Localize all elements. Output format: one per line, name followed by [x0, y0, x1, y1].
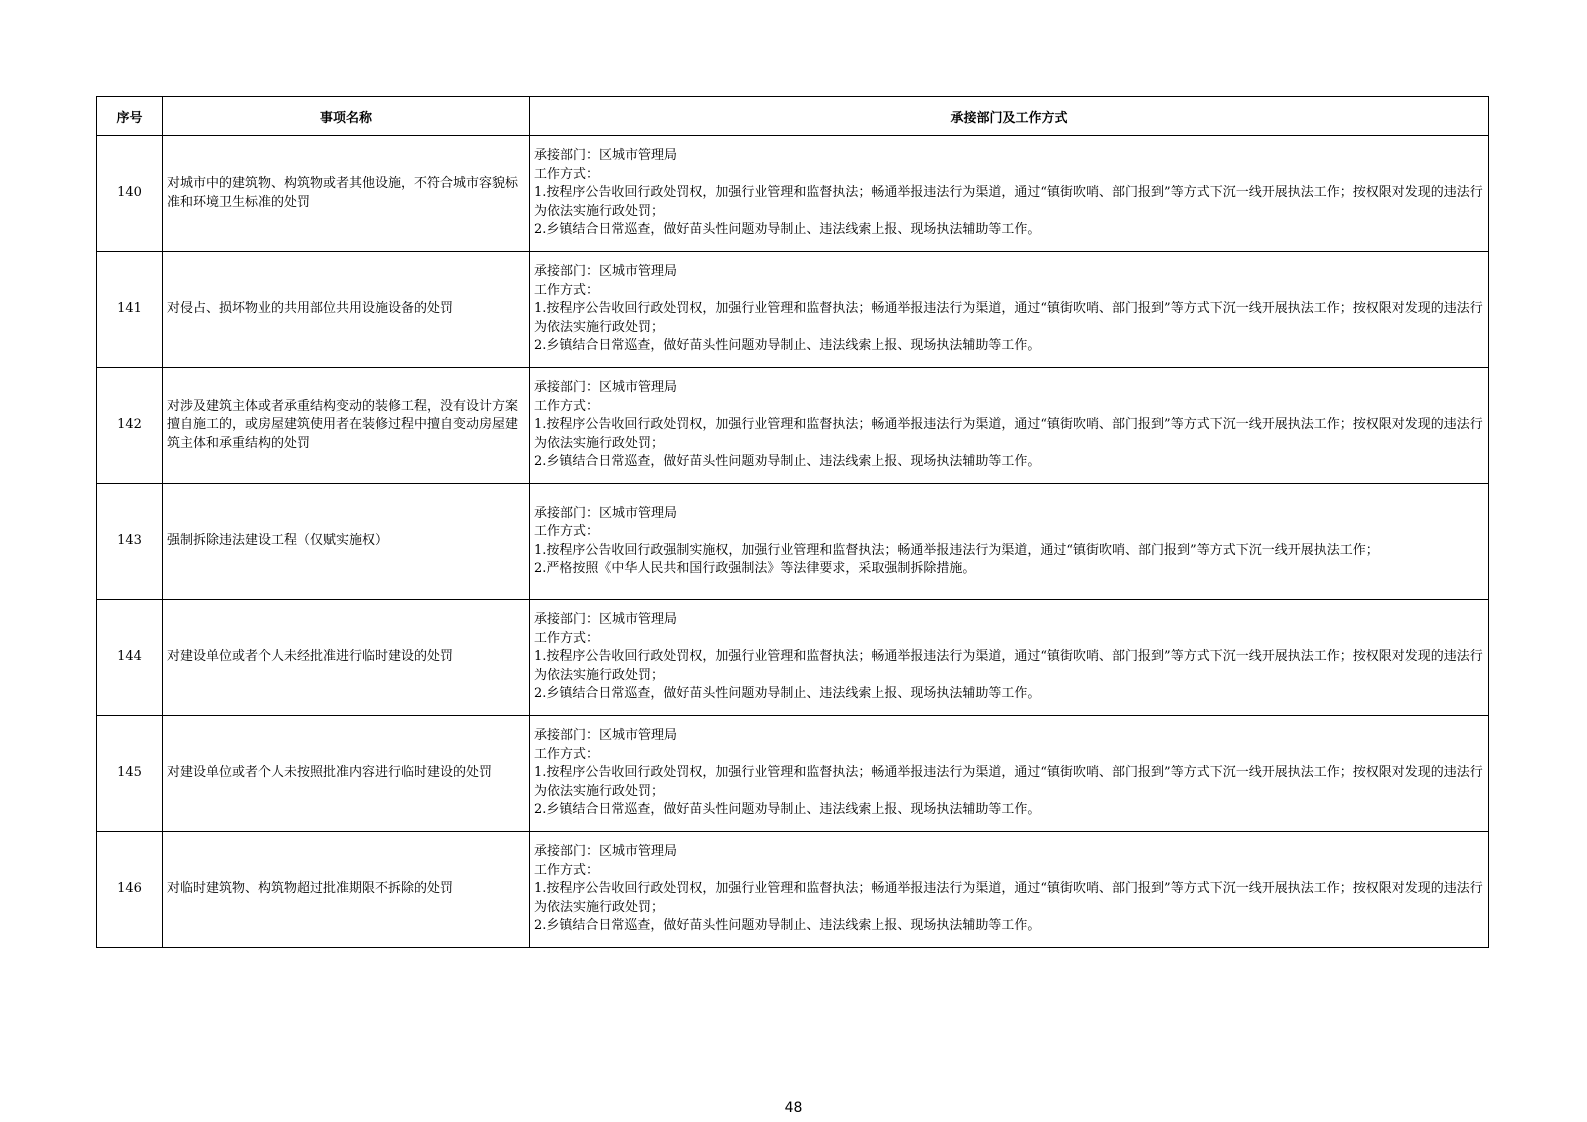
- row-item-name: 对侵占、损坏物业的共用部位共用设施设备的处罚: [163, 252, 530, 368]
- row-item-name: 对建设单位或者个人未按照批准内容进行临时建设的处罚: [163, 716, 530, 832]
- row-detail: [530, 832, 1489, 948]
- mode-label: 工作方式：: [534, 746, 600, 762]
- step-2: 2.乡镇结合日常巡查，做好苗头性问题劝导制止、违法线索上报、现场执法辅助等工作。: [534, 686, 1041, 702]
- matters-table: [96, 96, 1489, 948]
- step-1: 1.按程序公告收回行政强制实施权，加强行业管理和监督执法；畅通举报违法行为渠道，通过“镇街吹哨、部门报到”等方式下沉一线开展执法工作；: [534, 542, 1379, 558]
- row-item-name: 对临时建筑物、构筑物超过批准期限不拆除的处罚: [163, 832, 530, 948]
- step-2: 2.乡镇结合日常巡查，做好苗头性问题劝导制止、违法线索上报、现场执法辅助等工作。: [534, 454, 1041, 470]
- row-serial: 141: [97, 252, 163, 368]
- row-item-name: 强制拆除违法建设工程（仅赋实施权）: [163, 484, 530, 600]
- row-serial: 146: [97, 832, 163, 948]
- row-item-name: 对城市中的建筑物、构筑物或者其他设施，不符合城市容貌标准和环境卫生标准的处罚: [163, 136, 530, 252]
- header-serial: 序号: [97, 97, 163, 136]
- row-detail: [530, 368, 1489, 484]
- step-1: 1.按程序公告收回行政处罚权，加强行业管理和监督执法；畅通举报违法行为渠道，通过“镇街吹哨、部门报到”等方式下沉一线开展执法工作；按权限对发现的违法行为依法实施行政处罚；: [534, 881, 1483, 915]
- step-2: 2.乡镇结合日常巡查，做好苗头性问题劝导制止、违法线索上报、现场执法辅助等工作。: [534, 338, 1041, 354]
- row-item-name: 对建设单位或者个人未经批准进行临时建设的处罚: [163, 600, 530, 716]
- row-detail: [530, 252, 1489, 368]
- row-serial: 140: [97, 136, 163, 252]
- dept-line: 承接部门：区城市管理局: [534, 728, 678, 744]
- step-2: 2.乡镇结合日常巡查，做好苗头性问题劝导制止、违法线索上报、现场执法辅助等工作。: [534, 918, 1041, 934]
- step-1: 1.按程序公告收回行政处罚权，加强行业管理和监督执法；畅通举报违法行为渠道，通过“镇街吹哨、部门报到”等方式下沉一线开展执法工作；按权限对发现的违法行为依法实施行政处罚；: [534, 417, 1483, 451]
- table-row: [97, 368, 1489, 484]
- row-serial: 143: [97, 484, 163, 600]
- table-header-row: [97, 97, 1489, 136]
- row-item-name: 对涉及建筑主体或者承重结构变动的装修工程，没有设计方案擅自施工的，或房屋建筑使用者在装修过程中擅自变动房屋建筑主体和承重结构的处罚: [163, 368, 530, 484]
- table-row: [97, 252, 1489, 368]
- step-1: 1.按程序公告收回行政处罚权，加强行业管理和监督执法；畅通举报违法行为渠道，通过“镇街吹哨、部门报到”等方式下沉一线开展执法工作；按权限对发现的违法行为依法实施行政处罚；: [534, 649, 1483, 683]
- header-dept-mode: 承接部门及工作方式: [530, 97, 1489, 136]
- mode-label: 工作方式：: [534, 630, 600, 646]
- dept-line: 承接部门：区城市管理局: [534, 612, 678, 628]
- step-2: 2.严格按照《中华人民共和国行政强制法》等法律要求，采取强制拆除措施。: [534, 561, 976, 576]
- row-serial: 144: [97, 600, 163, 716]
- dept-line: 承接部门：区城市管理局: [534, 380, 678, 396]
- step-2: 2.乡镇结合日常巡查，做好苗头性问题劝导制止、违法线索上报、现场执法辅助等工作。: [534, 222, 1041, 238]
- step-2: 2.乡镇结合日常巡查，做好苗头性问题劝导制止、违法线索上报、现场执法辅助等工作。: [534, 802, 1041, 818]
- row-detail: [530, 716, 1489, 832]
- step-1: 1.按程序公告收回行政处罚权，加强行业管理和监督执法；畅通举报违法行为渠道，通过“镇街吹哨、部门报到”等方式下沉一线开展执法工作；按权限对发现的违法行为依法实施行政处罚；: [534, 301, 1483, 335]
- row-detail: [530, 600, 1489, 716]
- mode-label: 工作方式：: [534, 166, 600, 182]
- row-detail: [530, 136, 1489, 252]
- table-row: [97, 600, 1489, 716]
- header-item-name: 事项名称: [163, 97, 530, 136]
- row-serial: 145: [97, 716, 163, 832]
- step-1: 1.按程序公告收回行政处罚权，加强行业管理和监督执法；畅通举报违法行为渠道，通过“镇街吹哨、部门报到”等方式下沉一线开展执法工作；按权限对发现的违法行为依法实施行政处罚；: [534, 185, 1483, 219]
- page-number: 48: [784, 1100, 803, 1116]
- dept-line: 承接部门：区城市管理局: [534, 844, 678, 860]
- mode-label: 工作方式：: [534, 862, 600, 878]
- table-row: [97, 716, 1489, 832]
- table-row: [97, 484, 1489, 600]
- mode-label: 工作方式：: [534, 524, 600, 539]
- mode-label: 工作方式：: [534, 398, 600, 414]
- table-row: [97, 136, 1489, 252]
- dept-line: 承接部门：区城市管理局: [534, 264, 678, 280]
- row-serial: 142: [97, 368, 163, 484]
- mode-label: 工作方式：: [534, 282, 600, 298]
- dept-line: 承接部门：区城市管理局: [534, 148, 678, 164]
- step-1: 1.按程序公告收回行政处罚权，加强行业管理和监督执法；畅通举报违法行为渠道，通过“镇街吹哨、部门报到”等方式下沉一线开展执法工作；按权限对发现的违法行为依法实施行政处罚；: [534, 765, 1483, 799]
- table-row: [97, 832, 1489, 948]
- row-detail: [530, 484, 1489, 600]
- dept-line: 承接部门：区城市管理局: [534, 505, 678, 521]
